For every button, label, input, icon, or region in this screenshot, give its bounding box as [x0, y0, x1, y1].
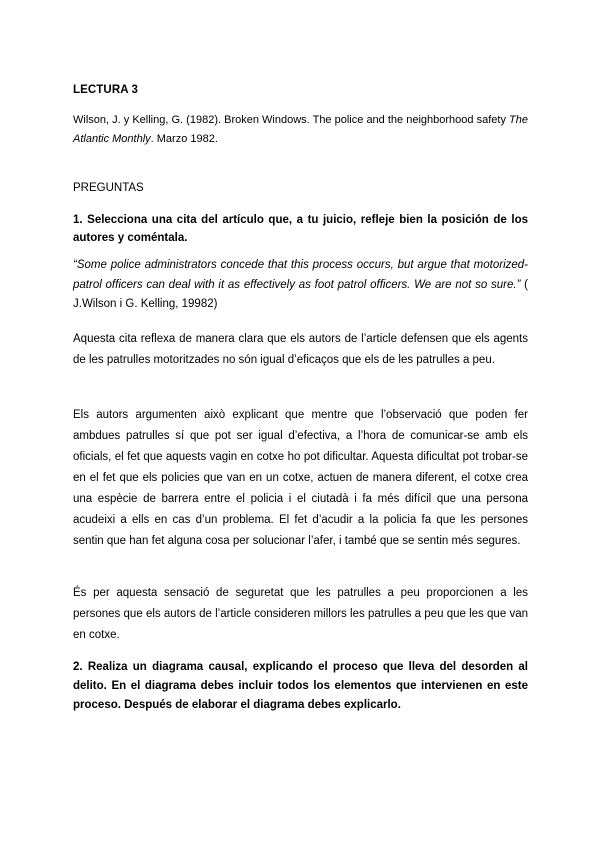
quote-citation: ( J.Wilson i G. Kelling, 19982) [73, 278, 529, 310]
lectura-title: LECTURA 3 [73, 84, 139, 96]
answer-paragraph-1: Aquesta cita reflexa de manera clara que els autors de l’article defensen que els agents de les patrulles motoritzades no són igual d’eficaços que els de les patrulles a peu. [73, 333, 528, 366]
answer-paragraph-3: És per aquesta sensació de seguretat que les patrulles a peu proporcionen a les persones que els autors de l’article consideren millors les patrulles a peu que les que van en cotxe. [73, 587, 528, 641]
question-2: 2. Realiza un diagrama causal, explicando el proceso que lleva del desorden al delito. En el diagrama debes incluir todos los elementos que intervienen en este proceso. Después de elaborar el diagrama debes explicarlo. [73, 661, 528, 711]
quote-text: “Some police administrators concede that this process occurs, but argue that motorized-patrol officers can deal with it as effectively as foot patrol officers. We are not so sure.” [73, 259, 528, 291]
reference-date: . Marzo 1982. [150, 133, 218, 145]
quote-block [73, 256, 528, 315]
bibliographic-reference [73, 111, 528, 149]
reference-authors: Wilson, J. y Kelling, G. (1982). Broken Windows. The police and the neighborhood safety [73, 114, 510, 126]
reference-journal: The Atlantic Monthly [73, 114, 528, 145]
answer-paragraph-2: Els autors argumenten això explicant que mentre que l’observació que poden fer ambdues patrulles sí que pot ser igual d’efectiva, a l’hora de comunicar-se amb els oficials, el fet que aquests vagin en cotxe ho pot dificultar. Aquesta dificultat pot trobar-se en el fet que els policies que van en un cotxe, actuen de manera diferent, el cotxe crea una espècie de barrera entre el policia i el ciutadà i fa més difícil que una persona acudeixi a ells en cas d’un problema. El fet d’acudir a la policia fa que les persones sentin que han fet alguna cosa per solucionar l’afer, i també que se sentin més segures. [73, 409, 528, 547]
question-1: 1. Selecciona una cita del artículo que, a tu juicio, refleje bien la posición de los autores y coméntala. [73, 214, 528, 244]
preguntas-heading: PREGUNTAS [73, 182, 144, 194]
